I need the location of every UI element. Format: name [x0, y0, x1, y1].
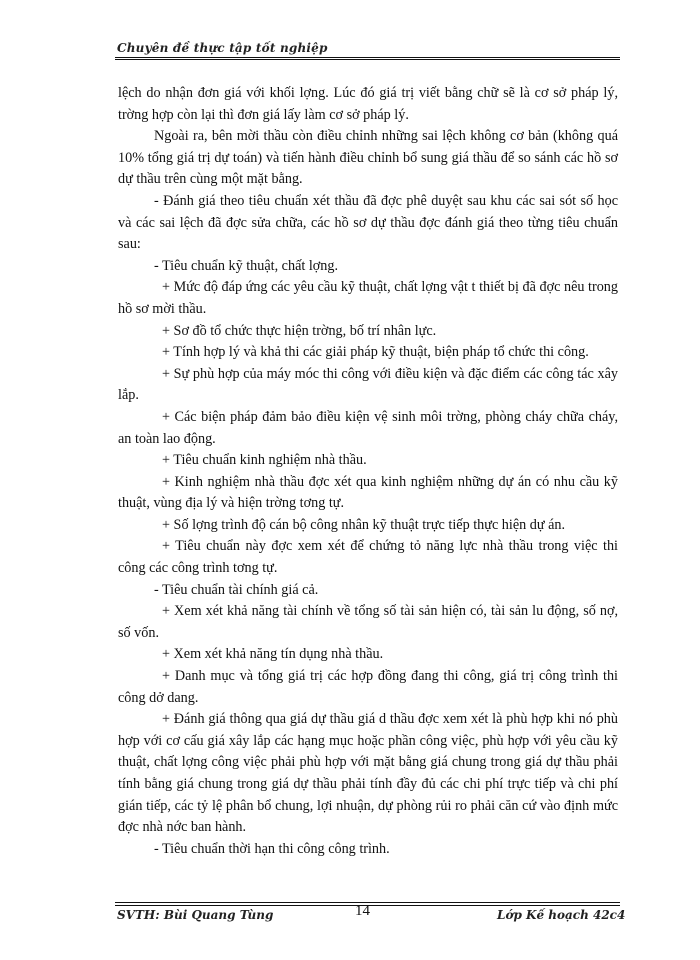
list-item: + Xem xét khả năng tín dụng nhà thầu.	[162, 646, 384, 663]
list-item: + Các biện pháp đảm bảo điều kiện vệ sinh môi trờng, phòng cháy chữa cháy, an toàn lao động.	[118, 408, 618, 447]
body-text	[118, 83, 618, 860]
list-item: + Xem xét khả năng tài chính về tổng số tài sản hiện có, tài sản lu động, số nợ, số vốn.	[118, 603, 618, 641]
list-item: + Tính hợp lý và khả thi các giải pháp kỹ thuật, biện pháp tổ chức thi công.	[162, 344, 589, 361]
running-header-title: Chuyên đề thực tập tốt nghiệp	[117, 41, 328, 55]
footer-class: Lớp Kế hoạch 42c4	[497, 908, 626, 922]
list-item: + Danh mục và tổng giá trị các hợp đồng đang thi công, giá trị công trình thi công dở dang.	[118, 668, 618, 706]
list-item: + Sơ đồ tổ chức thực hiện trờng, bố trí nhân lực.	[162, 322, 437, 339]
list-item: + Đánh giá thông qua giá dự thầu giá d thầu đợc xem xét là phù hợp khi nó phù hợp với cơ cấu giá xây lắp các hạng mục hoặc phần công việc, phù hợp với yêu cầu kỹ thuật, chất lợng công việc phải phù hợp với mặt bằng giá chung trong giá dự thầu phải tính bằng giá chung trong giá dự thầu phải tính đầy đủ các chi phí trực tiếp và chi phí gián tiếp, các tỷ lệ phân bổ chung, lợi nhuận, dự phòng rủi ro phải căn cứ vào định mức đợc nhà nớc ban hành.	[118, 711, 618, 836]
header-rule-double	[115, 59, 620, 60]
paragraph: - Đánh giá theo tiêu chuẩn xét thầu đã đợc phê duyệt sau khu các sai sót số học và các sai lệch đã đợc sửa chữa, các hồ sơ dự thầu đợc đánh giá theo từng tiêu chuẩn sau:	[118, 192, 618, 253]
list-item: + Tiêu chuẩn này đợc xem xét để chứng tỏ năng lực nhà thầu trong việc thi công các công trình tơng tự.	[118, 538, 618, 577]
paragraph: Ngoài ra, bên mời thầu còn điều chỉnh những sai lệch không cơ bản (không quá 10% tổng giá trị dự toán) và tiến hành điều chỉnh bổ sung giá thầu để so sánh các hồ sơ dự thầu trên cùng một mặt bằng.	[118, 128, 618, 188]
list-item: + Sự phù hợp của máy móc thi công với điều kiện và đặc điểm các công tác xây lắp.	[118, 365, 618, 404]
list-item: + Tiêu chuẩn kinh nghiệm nhà thầu.	[162, 452, 367, 469]
list-item: - Tiêu chuẩn tài chính giá cả.	[154, 581, 319, 598]
list-item: + Mức độ đáp ứng các yêu cầu kỹ thuật, chất lợng vật t thiết bị đã đợc nêu trong hồ sơ mời thầu.	[118, 279, 618, 317]
list-item: + Kinh nghiệm nhà thầu đợc xét qua kinh nghiệm những dự án có nhu cầu kỹ thuật, vùng địa lý và hiện trờng tơng tự.	[118, 473, 618, 512]
footer-author: SVTH: Bùi Quang Tùng	[117, 908, 274, 922]
list-item: + Số lợng trình độ cán bộ công nhân kỹ thuật trực tiếp thực hiện dự án.	[162, 516, 566, 533]
list-item: - Tiêu chuẩn thời hạn thi công công trình.	[154, 840, 390, 857]
list-item: - Tiêu chuẩn kỹ thuật, chất lợng.	[154, 257, 339, 274]
paragraph: lệch do nhận đơn giá với khối lợng. Lúc đó giá trị viết bằng chữ sẽ là cơ sở pháp lý, trờng hợp còn lại thì đơn giá lấy làm cơ sở pháp lý.	[118, 85, 618, 123]
page-number: 14	[355, 903, 370, 919]
header-rule	[115, 57, 620, 58]
